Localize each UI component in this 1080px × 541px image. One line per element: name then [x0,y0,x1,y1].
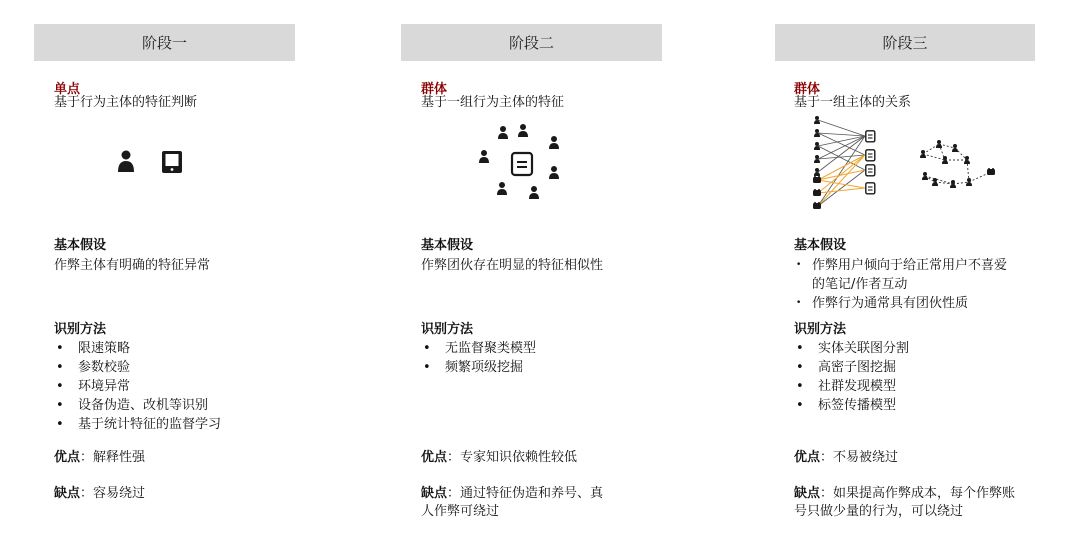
user-icon [479,150,489,163]
user-icon [116,150,136,174]
bot-icon [813,189,821,196]
user-icon [529,186,539,199]
tablet-icon [161,150,183,174]
stage-3-methods-title: 识别方法 [794,322,847,337]
document-icon [866,131,875,142]
stage-1-pros: 优点：解释性强 [54,450,146,465]
stage-1-cons: 缺点：容易绕过 [54,486,146,501]
stage-3-title: 阶段三 [882,34,928,52]
stage-3-header [775,24,1035,61]
bipartite-graph [809,114,887,214]
document-icon [866,165,875,176]
stage-2-pros: 优点：专家知识依赖性较低 [421,450,578,465]
user-icon [518,124,528,137]
user-icon [549,166,559,179]
user-icon [814,168,820,176]
user-icon [498,126,508,139]
list-item: • 高密子图挖掘 [796,360,897,375]
user-icon [497,182,507,195]
stage-2-assumption-text: 作弊团伙存在明显的特征相似性 [421,258,604,273]
list-item: 的笔记/作者互动 [812,277,908,292]
stage-2-methods-title: 识别方法 [421,322,474,337]
stage-2-assumption-title: 基本假设 [421,238,474,253]
list-item: • 作弊用户倾向于给正常用户不喜爱 [796,258,1008,273]
list-item: • 标签传播模型 [796,398,897,413]
stage-2-subject-label: 群体 [421,82,448,97]
stage-2-cons: 缺点：通过特征伪造和养号、真 [421,486,604,501]
stage-1-methods-list [54,339,221,434]
stage-3-methods-list [794,339,909,415]
stage-1-assumption-title: 基本假设 [54,238,107,253]
stage-1-title: 阶段一 [141,34,187,52]
stage-3-cons: 缺点：如果提高作弊成本，每个作弊账 [794,486,1016,501]
list-item: • 实体关联图分割 [796,341,910,356]
stage-3-subject-label: 群体 [794,82,821,97]
list-item: • 环境异常 [56,379,131,394]
bot-icon [987,168,995,175]
user-cluster-diagram [471,120,571,210]
stage-1-assumption-text: 作弊主体有明确的特征异常 [54,258,211,273]
stage-2-title: 阶段二 [508,34,554,52]
stage-3-subject-desc: 基于一组主体的关系 [794,95,912,110]
document-icon [512,153,532,175]
stage-2-subject-desc: 基于一组行为主体的特征 [421,95,565,110]
stage-1-methods-title: 识别方法 [54,322,107,337]
document-icon [866,150,875,161]
stage-1-header [34,24,295,61]
stage-3-assumption-title: 基本假设 [794,238,847,253]
stage-3-cons-cont: 号只做少量的行为，可以绕过 [794,504,964,519]
list-item: • 限速策略 [56,341,131,356]
stage-2-column [401,0,731,541]
list-item: • 设备伪造、改机等识别 [56,398,209,413]
stage-3-pros: 优点：不易被绕过 [794,450,899,465]
list-item: • 社群发现模型 [796,379,897,394]
stage-2-header [401,24,662,61]
list-item: • 参数校验 [56,360,131,375]
list-item: • 无监督聚类模型 [423,341,537,356]
bot-icon [813,176,821,183]
stage-2-cons-cont: 人作弊可绕过 [421,504,500,519]
document-icon [866,183,875,194]
list-item: • 频繁项级挖掘 [423,360,524,375]
list-item: • 基于统计特征的监督学习 [56,417,222,432]
user-icon [549,136,559,149]
stage-1-subject-label: 单点 [54,82,81,97]
stage-3-assumption-list [794,256,1007,313]
bot-icon [813,202,821,209]
community-graph [913,132,1005,194]
stage-1-subject-desc: 基于行为主体的特征判断 [54,95,198,110]
list-item: • 作弊行为通常具有团伙性质 [796,296,969,311]
stage-1-column [34,0,364,541]
stage-3-column [775,0,1080,541]
stage-2-methods-list [421,339,536,377]
